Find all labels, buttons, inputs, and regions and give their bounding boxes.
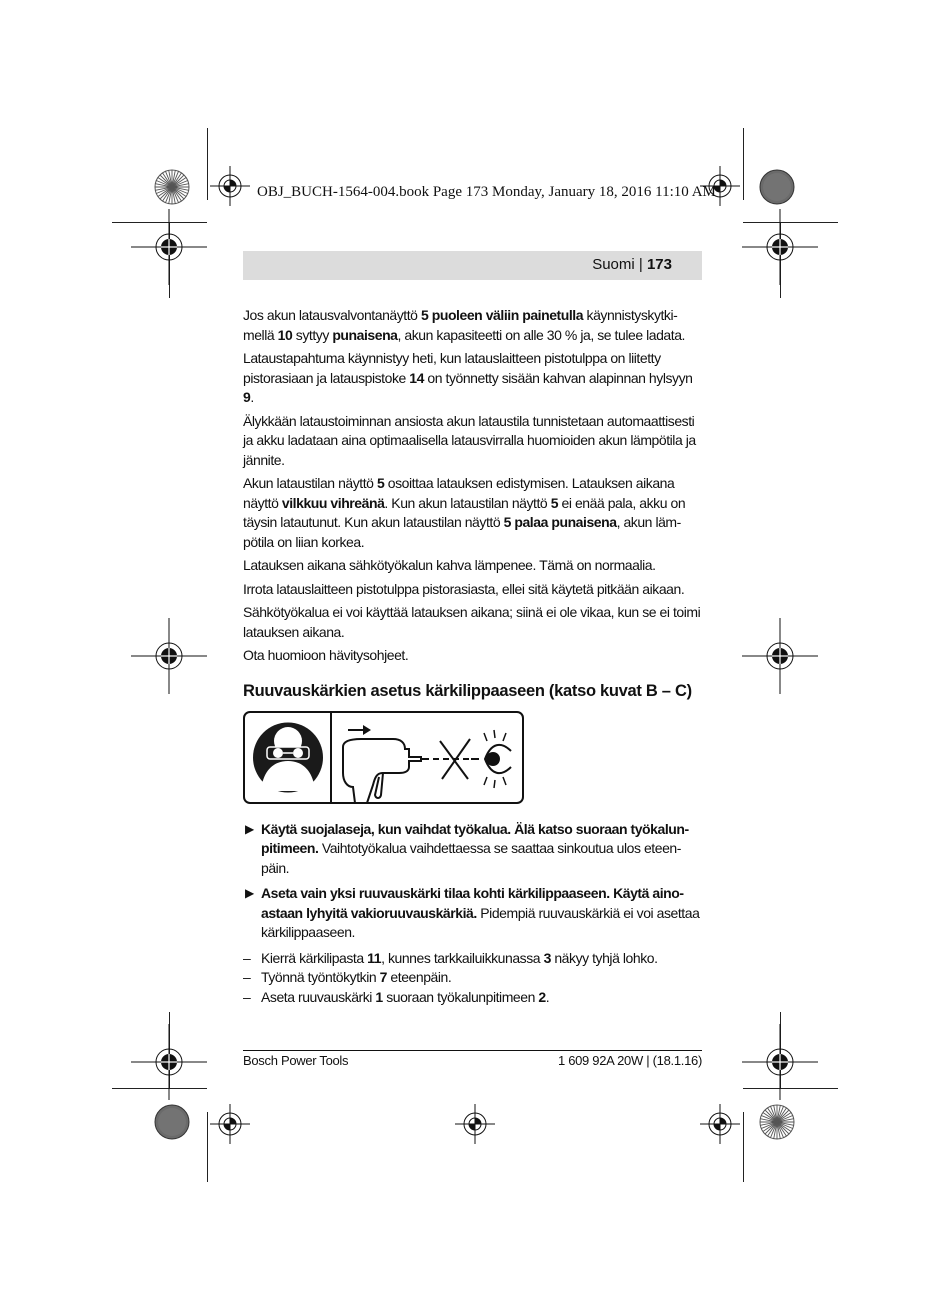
bullet-text <box>261 821 689 876</box>
header-separator: | <box>638 256 643 273</box>
paragraph <box>243 603 702 642</box>
text-run: eteenpäin. <box>386 969 452 985</box>
text-run: ei enää pala, akku on täysin latautunut. Kun akun lataustilan näyttö <box>243 494 686 530</box>
text-run: Sähkötyökalua ei voi käyttää latauksen aikana; siinä ei ole vikaa, kun se ei toimi latauksen aikana. <box>243 604 701 640</box>
text-run: Älykkään lataustoiminnan ansiosta akun lataustila tunnistetaan automaattisesti ja akku ladataan aina optimaalisella latausvirralla huomioiden akun lämpötila ja jännite. <box>243 412 696 468</box>
paragraph <box>243 306 702 345</box>
bold-text-run: 9 <box>243 389 251 405</box>
text-run: Vaihtotyökalua vaihdettaessa se saattaa sinkoutua ulos eteenpäin. <box>261 840 682 876</box>
text-run: Lataustapahtuma käynnistyy heti, kun latauslaitteen pistotulppa on liitetty pistorasiaan ja latauspistoke <box>243 350 661 386</box>
footer-brand: Bosch Power Tools <box>243 1053 349 1068</box>
bullet-marker-icon: ▶ <box>245 821 254 836</box>
text-run: on työnnetty sisään kahvan alapinnan hylsyyn <box>423 369 693 386</box>
page-number: 173 <box>646 256 672 273</box>
footer-rule <box>243 1050 702 1051</box>
paragraph <box>243 349 702 408</box>
text-run: , kunnes tarkkailuikkunassa <box>381 949 544 966</box>
paragraph <box>243 646 702 666</box>
text-run: Työnnä työntökytkin <box>261 969 380 985</box>
text-run: suoraan työkalunpitimeen <box>382 988 539 1005</box>
warning-bullet <box>243 820 702 879</box>
text-run: syttyy <box>292 326 333 343</box>
warning-bullet <box>243 884 702 943</box>
section-heading: Ruuvauskärkien asetus kärkilippaaseen (katso kuvat B – C) <box>243 681 692 700</box>
print-info-line: OBJ_BUCH-1564-004.book Page 173 Monday, January 18, 2016 11:10 AM <box>257 184 716 200</box>
text-run: käynnistyskytkimellä <box>243 307 678 343</box>
text-run: Ota huomioon hävitysohjeet. <box>243 647 409 663</box>
dash-marker: – <box>243 988 251 1005</box>
page-body <box>243 306 702 1007</box>
text-run: , akun kapasiteetti on alle 30 % ja, se tulee ladata. <box>397 326 685 343</box>
text-run: näkyy tyhjä lohko. <box>550 949 658 966</box>
paragraph <box>243 474 702 552</box>
bold-text-run: 5 puoleen väliin painetulla <box>420 307 584 323</box>
bold-text-run: punaisena <box>332 326 398 343</box>
header-language: Suomi <box>592 256 635 273</box>
text-run: Pidempiä ruuvauskärkiä ei voi asettaa kärkilippaaseen. <box>261 904 700 940</box>
bold-text-run: 5 <box>550 494 559 511</box>
text-run: osoittaa latauksen edistymisen. Latauksen aikana näyttö <box>243 475 675 511</box>
text-run: , akun lämpötila on liian korkea. <box>243 514 682 550</box>
text-run: Akun lataustilan näyttö <box>243 475 377 491</box>
step-item <box>243 949 702 969</box>
header-text <box>592 256 672 273</box>
step-text <box>261 969 451 985</box>
running-header <box>243 251 702 280</box>
text-run: Kierrä kärkilipasta <box>261 949 368 966</box>
bold-text-run: 1 <box>375 988 383 1005</box>
bold-text-run: 10 <box>277 326 293 343</box>
text-run: Irrota latauslaitteen pistotulppa pistorasiasta, ellei sitä käytetä pitkään aikaan. <box>243 580 685 597</box>
step-item <box>243 988 702 1008</box>
text-run: . Kun akun lataustilan näyttö <box>384 494 551 511</box>
bold-text-run: 7 <box>379 969 387 985</box>
text-run: Aseta ruuvauskärki <box>261 988 376 1005</box>
bullet-text <box>261 885 699 940</box>
dash-marker: – <box>243 949 251 966</box>
bold-text-run: 14 <box>409 369 424 386</box>
paragraph <box>243 580 702 600</box>
text-run: . <box>545 988 550 1005</box>
bold-text-run: vilkkuu vihreänä <box>281 494 385 511</box>
step-text <box>261 989 549 1005</box>
text-run: . <box>250 389 254 405</box>
bold-text-run: 5 palaa punaisena <box>503 514 617 530</box>
safety-glasses-icon <box>253 723 323 793</box>
footer-doc-number: 1 609 92A 20W | (18.1.16) <box>557 1053 702 1068</box>
bold-text-run: Käytä suojalaseja, kun vaihdat työkalua. Älä katso suoraan työkalunpitimeen. <box>261 820 690 856</box>
paragraph <box>243 556 702 576</box>
step-item <box>243 968 702 988</box>
bold-text-run: 5 <box>376 475 385 491</box>
bold-text-run: Aseta vain yksi ruuvauskärki tilaa kohti kärkilippaaseen. Käytä ainoastaan lyhyitä vakioruuvauskärkiä. <box>261 885 685 921</box>
bold-text-run: 3 <box>543 949 551 966</box>
text-run: Jos akun latausvalvontanäyttö <box>243 307 421 323</box>
paragraph <box>243 412 702 471</box>
text-run: Latauksen aikana sähkötyökalun kahva lämpenee. Tämä on normaalia. <box>243 557 656 573</box>
bold-text-run: 11 <box>367 949 382 966</box>
safety-pictogram <box>243 711 524 804</box>
bold-text-run: 2 <box>538 988 546 1005</box>
step-text <box>261 950 658 966</box>
bullet-marker-icon: ▶ <box>245 886 254 900</box>
dash-marker: – <box>243 969 251 985</box>
